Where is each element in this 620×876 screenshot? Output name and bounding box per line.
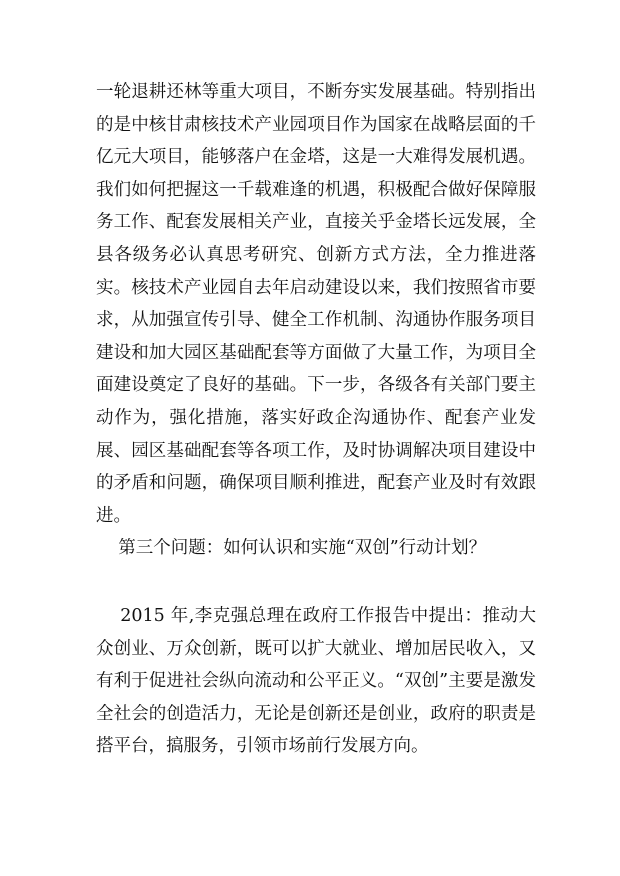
body-paragraph-1: 一轮退耕还林等重大项目，不断夯实发展基础。特别指出的是中核甘肃核技术产业园项目作为国家在战略层面的千亿元大项目，能够落户在金塔，这是一大难得发展机遇。我们如何把握这一千载难逢的机遇，积极配合做好保障服务工作、配套发展相关产业，直接关乎金塔长远发展，全县各级务必认真思考研究、创新方式方法，全力推进落实。核技术产业园自去年启动建设以来，我们按照省市要求，从加强宣传引导、健全工作机制、沟通协作服务项目建设和加大园区基础配套等方面做了大量工作，为项目全面建设奠定了良好的基础。下一步，各级各有关部门要主动作为，强化措施，落实好政企沟通协作、配套产业发展、园区基础配套等各项工作，及时协调解决项目建设中的矛盾和问题，确保项目顺利推进，配套产业及时有效跟进。 [96, 82, 536, 526]
body-paragraph-2: 2015 年,李克强总理在政府工作报告中提出：推动大众创业、万众创新，既可以扩大就业、增加居民收入，又有利于促进社会纵向流动和公平正义。“双创”主要是激发全社会的创造活力，无论是创新还是创业，政府的职责是搭平台，搞服务，引领市场前行发展方向。 [96, 606, 536, 757]
section-heading: 第三个问题：如何认识和实施“双创”行动计划？ [96, 538, 487, 558]
